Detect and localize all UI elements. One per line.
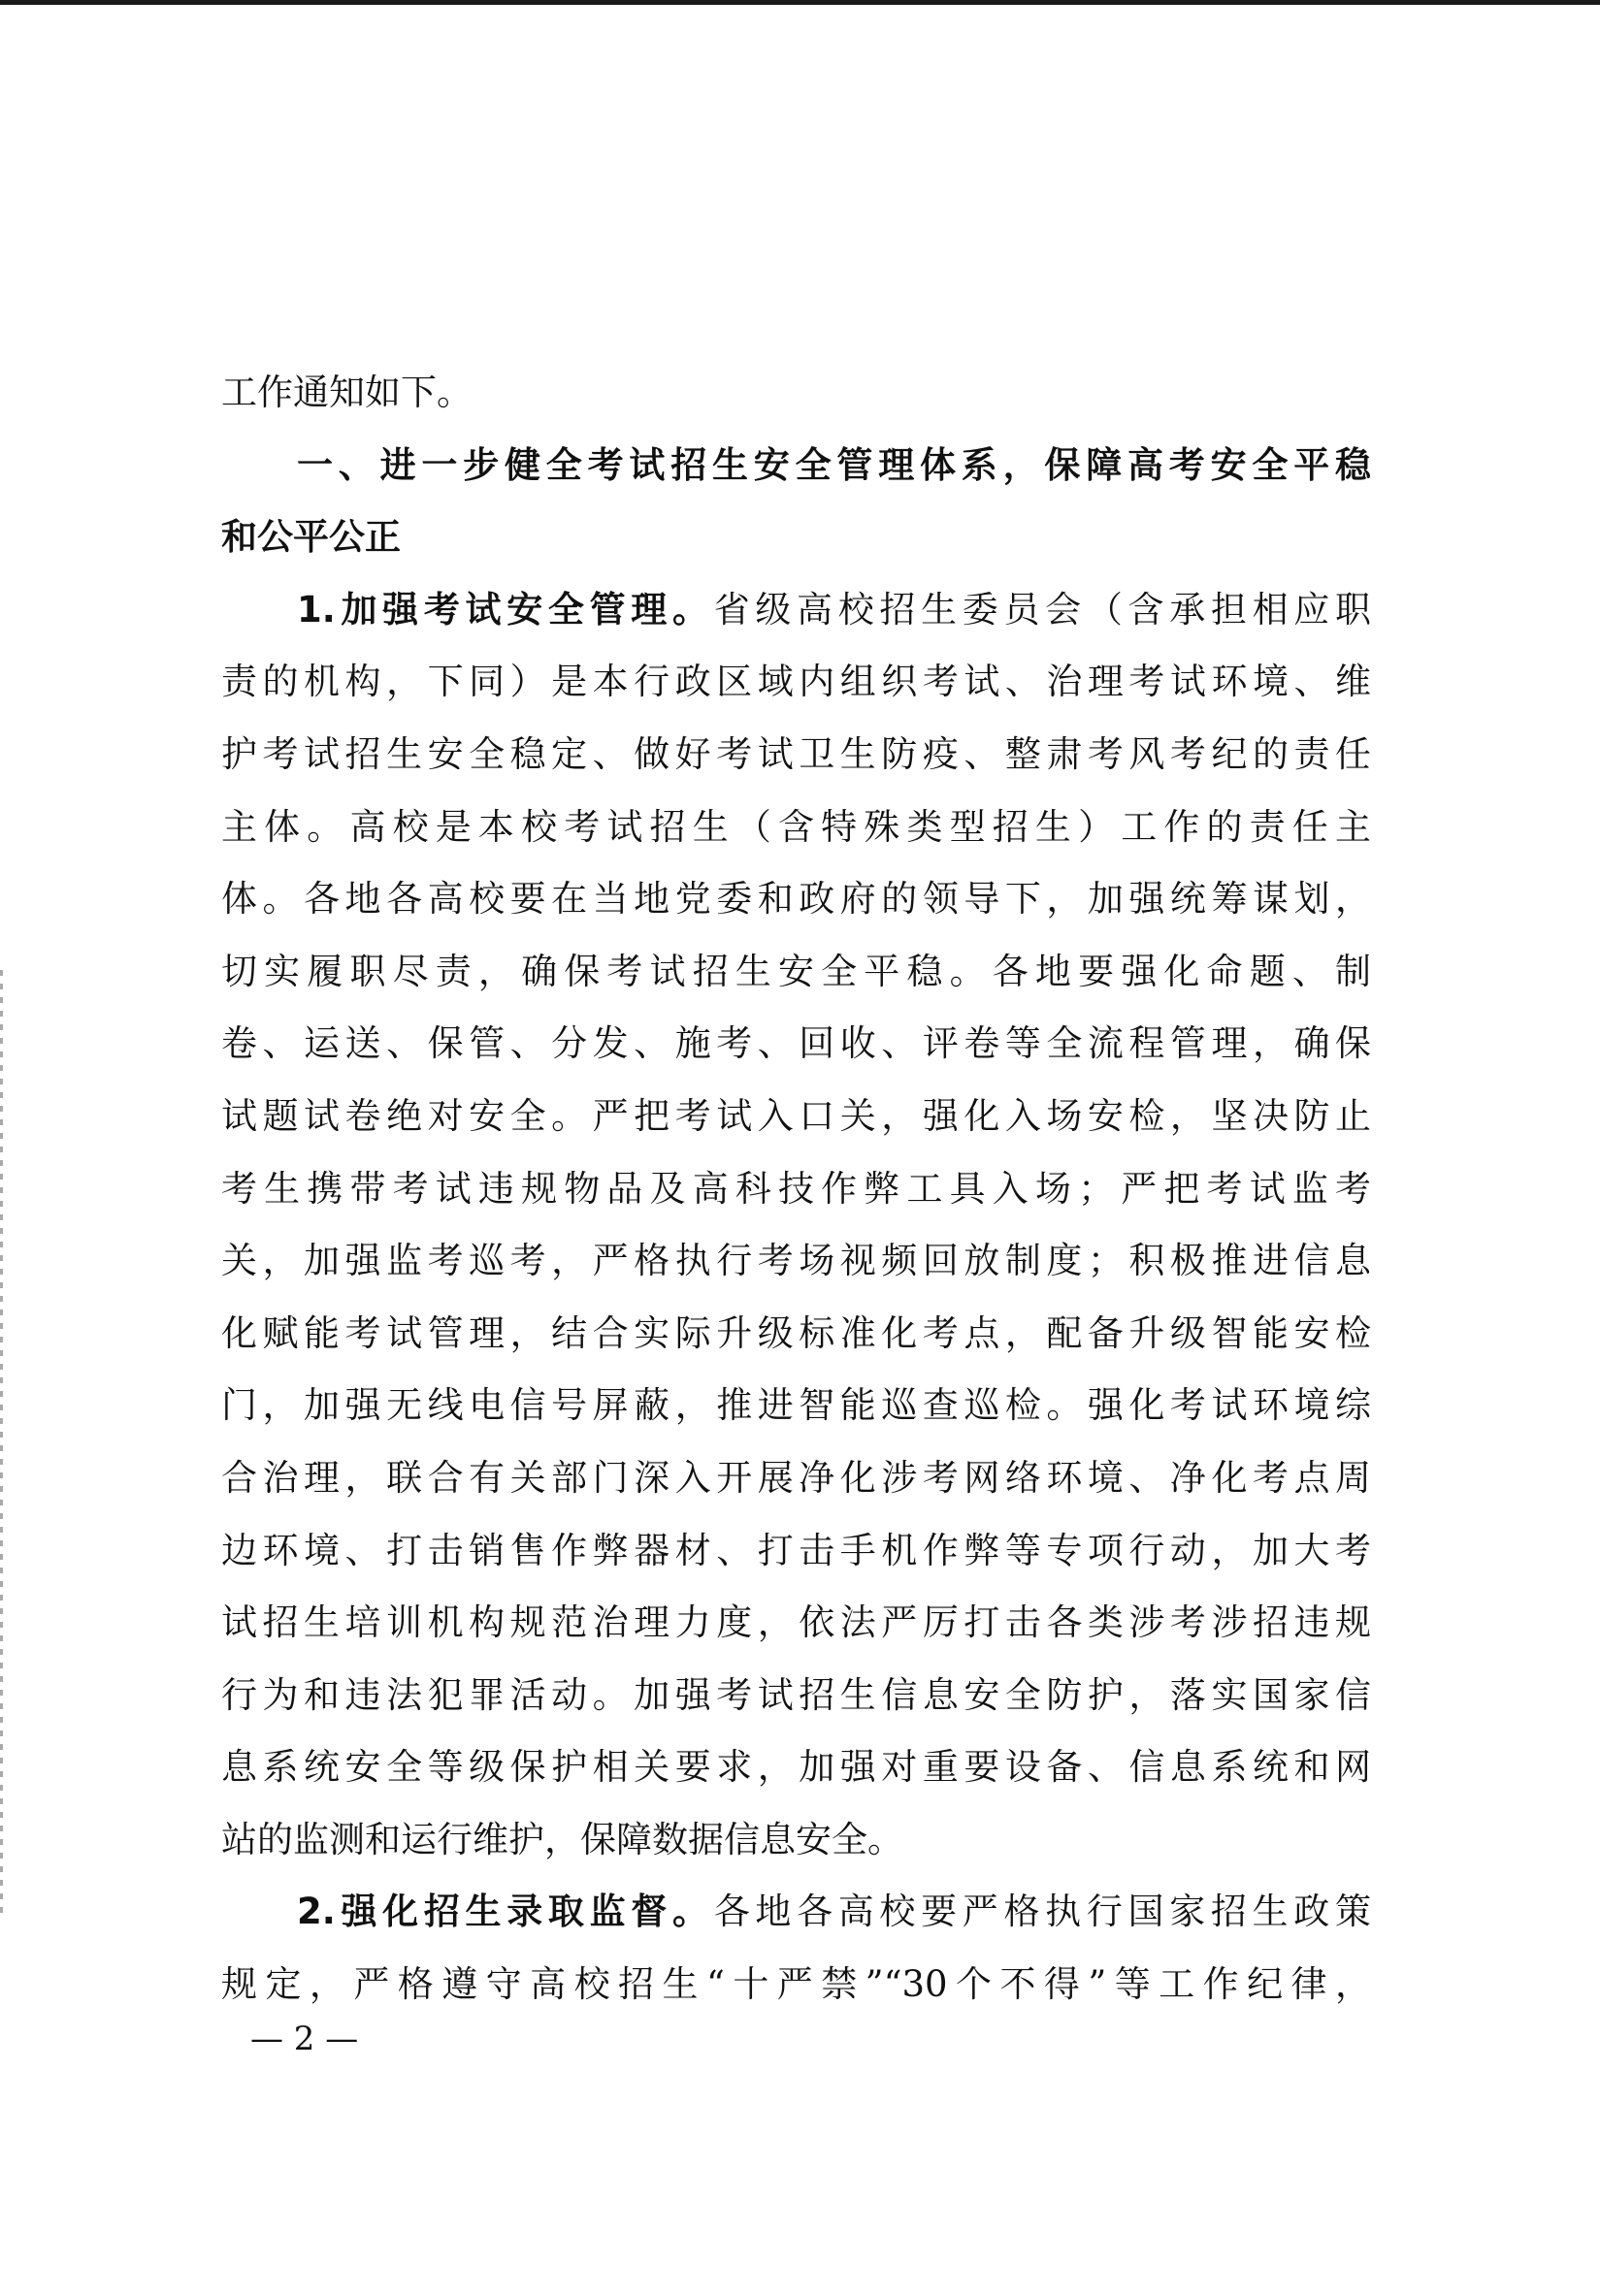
- paragraph-line: 合治理，联合有关部门深入开展净化涉考网络环境、净化考点周: [221, 1456, 1371, 1499]
- section-heading-line-1: 一、进一步健全考试招生安全管理体系，保障高考安全平稳: [297, 443, 1371, 486]
- paragraph-line: 责的机构，下同）是本行政区域内组织考试、治理考试环境、维: [221, 661, 1371, 703]
- paragraph-line-last: 站的监测和运行维护，保障数据信息安全。: [221, 1818, 903, 1860]
- paragraph-line: 规定，严格遵守高校招生“十严禁”“30个不得”等工作纪律，: [221, 1963, 1371, 2006]
- paragraph-1-lead: 1.加强考试安全管理。: [297, 588, 714, 631]
- paragraph-2-lead: 2.强化招生录取监督。: [297, 1891, 714, 1933]
- document-body: [221, 357, 1371, 2021]
- paragraph-line: 考生携带考试违规物品及高科技作弊工具入场；严把考试监考: [221, 1167, 1371, 1210]
- paragraph-line: 关，加强监考巡考，严格执行考场视频回放制度；积极推进信息: [221, 1240, 1371, 1282]
- paragraph-line: 门，加强无线电信号屏蔽，推进智能巡查巡检。强化考试环境综: [221, 1384, 1371, 1427]
- paragraph-line: 化赋能考试管理，结合实际升级标准化考点，配备升级智能安检: [221, 1311, 1371, 1354]
- page-number: — 2 —: [250, 2020, 359, 2058]
- paragraph-line: 体。各地各高校要在当地党委和政府的领导下，加强统筹谋划，: [221, 878, 1371, 921]
- paragraph-line: 卷、运送、保管、分发、施考、回收、评卷等全流程管理，确保: [221, 1022, 1371, 1065]
- paragraph-line: 切实履职尽责，确保考试招生安全平稳。各地要强化命题、制: [221, 950, 1371, 992]
- paragraph-line: 行为和违法犯罪活动。加强考试招生信息安全防护，落实国家信: [221, 1673, 1371, 1716]
- scan-top-edge: [0, 0, 1600, 5]
- intro-line: 工作通知如下。: [221, 372, 473, 413]
- paragraph-line: 试招生培训机构规范治理力度，依法严厉打击各类涉考涉招违规: [221, 1601, 1371, 1644]
- scan-left-edge: [0, 970, 3, 1921]
- paragraph-1-line-1: [221, 574, 1371, 647]
- paragraph-line: 试题试卷绝对安全。严把考试入口关，强化入场安检，坚决防止: [221, 1094, 1371, 1137]
- paragraph-2-line-1: [221, 1876, 1371, 1949]
- paragraph-line: 息系统安全等级保护相关要求，加强对重要设备、信息系统和网: [221, 1746, 1371, 1789]
- section-heading-line-2: 和公平公正: [221, 516, 401, 559]
- paragraph-line: 边环境、打击销售作弊器材、打击手机作弊等专项行动，加大考: [221, 1529, 1371, 1571]
- paragraph-2-text: 各地各高校要严格执行国家招生政策: [713, 1891, 1371, 1933]
- paragraph-line: 护考试招生安全稳定、做好考试卫生防疫、整肃考风考纪的责任: [221, 732, 1371, 775]
- paragraph-1-text: 省级高校招生委员会（含承担相应职: [713, 588, 1371, 631]
- paragraph-line: 主体。高校是本校考试招生（含特殊类型招生）工作的责任主: [221, 805, 1371, 848]
